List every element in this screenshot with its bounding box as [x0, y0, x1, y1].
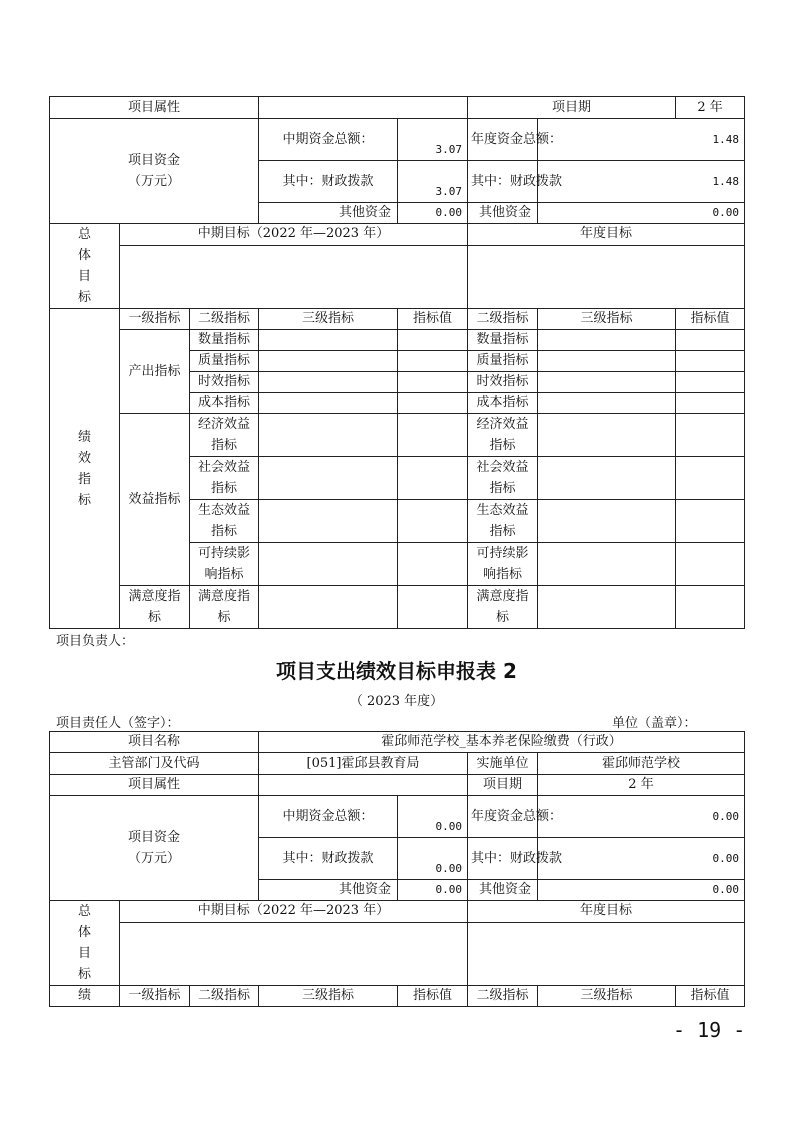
level1-header: 一级指标 — [120, 309, 190, 330]
perf-char-4: 标 — [77, 492, 91, 508]
cell — [259, 543, 398, 586]
annual-economic-line1: 经济效益 — [476, 417, 529, 432]
cell — [259, 457, 398, 500]
annual-fiscal-label-2: 其中：财政拨款 — [468, 838, 538, 880]
mid-goal-header-2: 中期目标（2022 年—2023 年） — [120, 901, 468, 923]
perf-char-2: 效 — [77, 450, 91, 466]
level2-header-2: 二级指标 — [190, 986, 259, 1007]
annual-fiscal-label: 其中：财政拨款 — [468, 161, 538, 203]
annual-timeliness-indicator: 时效指标 — [468, 372, 538, 393]
period-value-2: 2 年 — [538, 775, 745, 796]
annual-ecological-line2: 指标 — [489, 524, 516, 539]
annual-total-value-2: 0.00 — [538, 796, 745, 838]
satisfaction-level1 — [120, 586, 190, 629]
level2-header: 二级指标 — [190, 309, 259, 330]
attr-label-2: 项目属性 — [50, 775, 259, 796]
annual-sustainability-line1: 可持续影 — [476, 546, 529, 561]
social-line2: 指标 — [210, 481, 237, 496]
responsible-person-label: 项目责任人（签字）： — [56, 716, 180, 731]
goal-char-2: 体 — [77, 248, 91, 263]
cell — [538, 372, 676, 393]
cell — [676, 543, 745, 586]
cell — [259, 393, 398, 414]
annual-economic-indicator — [468, 414, 538, 457]
ecological-line1: 生态效益 — [197, 503, 250, 518]
cell — [398, 372, 468, 393]
cell — [538, 457, 676, 500]
annual-other-label: 其他资金 — [468, 203, 538, 224]
cell — [259, 330, 398, 351]
annual-satisfaction-line2: 标 — [495, 610, 509, 625]
performance-table-1 — [49, 96, 745, 629]
annual-cost-indicator: 成本指标 — [468, 393, 538, 414]
annual-quantity-indicator: 数量指标 — [468, 330, 538, 351]
annual-social-line1: 社会效益 — [476, 460, 529, 475]
cell — [259, 586, 398, 629]
goal2-char-4: 标 — [77, 967, 91, 982]
output-label: 产出指标 — [120, 330, 190, 414]
economic-line2: 指标 — [210, 438, 237, 453]
satisfaction-indicator — [190, 586, 259, 629]
annual-fiscal-value-2: 0.00 — [538, 838, 745, 880]
cell — [259, 500, 398, 543]
cell — [676, 372, 745, 393]
funds-label-line2: （万元） — [127, 174, 180, 189]
attr-label: 项目属性 — [50, 97, 259, 119]
satisfaction-l1-line2: 标 — [147, 610, 161, 625]
mid-total-label-2: 中期资金总额： — [259, 796, 398, 838]
perf-indicator-label-2: 绩 — [50, 986, 120, 1007]
cell — [538, 351, 676, 372]
project-name-label: 项目名称 — [50, 732, 259, 753]
annual-goal-header: 年度目标 — [468, 224, 745, 246]
perf-char-1: 绩 — [77, 429, 91, 445]
goal-char-3: 目 — [77, 269, 91, 284]
period-value: 2 年 — [676, 97, 745, 119]
form-title: 项目支出绩效目标申报表 2 — [276, 659, 517, 683]
annual-other-value: 0.00 — [538, 203, 745, 224]
annual-total-label: 年度资金总额： — [468, 119, 538, 161]
project-leader-label: 项目负责人： — [56, 634, 135, 649]
unit-seal-label: 单位（盖章）： — [612, 716, 697, 731]
page-number: - 19 - — [673, 1018, 746, 1042]
overall-goal-label — [50, 224, 120, 309]
mid-other-value-2: 0.00 — [398, 880, 468, 901]
period-label-2: 项目期 — [468, 775, 538, 796]
funds2-label-line2: （万元） — [127, 851, 180, 866]
annual-sustainability-indicator — [468, 543, 538, 586]
annual-value-header-2: 指标值 — [676, 986, 745, 1007]
funds2-label-line1: 项目资金 — [127, 830, 180, 845]
value-header-2: 指标值 — [398, 986, 468, 1007]
cell — [538, 330, 676, 351]
annual-social-line2: 指标 — [489, 481, 516, 496]
mid-fiscal-label: 其中：财政拨款 — [259, 161, 398, 203]
social-line1: 社会效益 — [197, 460, 250, 475]
cell — [398, 393, 468, 414]
cell — [398, 457, 468, 500]
annual-satisfaction-indicator — [468, 586, 538, 629]
mid-fiscal-label-2: 其中：财政拨款 — [259, 838, 398, 880]
goal2-char-3: 目 — [77, 946, 91, 961]
mid-other-value: 0.00 — [398, 203, 468, 224]
value-header: 指标值 — [398, 309, 468, 330]
ecological-indicator — [190, 500, 259, 543]
funds-label-2 — [50, 796, 259, 901]
cell — [538, 414, 676, 457]
cell — [259, 372, 398, 393]
annual-goal-header-2: 年度目标 — [468, 901, 745, 923]
annual-satisfaction-line1: 满意度指 — [476, 589, 529, 604]
cell — [398, 330, 468, 351]
cell — [398, 586, 468, 629]
mid-goal-content — [120, 245, 468, 309]
annual-level2-header-2: 二级指标 — [468, 986, 538, 1007]
cell — [538, 543, 676, 586]
mid-goal-header: 中期目标（2022 年—2023 年） — [120, 224, 468, 246]
satisfaction-l2-line2: 标 — [217, 610, 231, 625]
satisfaction-l1-line1: 满意度指 — [128, 589, 181, 604]
annual-economic-line2: 指标 — [489, 438, 516, 453]
cell — [398, 500, 468, 543]
cell — [676, 500, 745, 543]
performance-table-2 — [49, 731, 745, 1007]
mid-goal-content-2 — [120, 922, 468, 986]
cell — [538, 586, 676, 629]
goal-char-1: 总 — [77, 227, 91, 242]
cell — [538, 393, 676, 414]
cell — [676, 586, 745, 629]
cell — [676, 457, 745, 500]
level1-header-2: 一级指标 — [120, 986, 190, 1007]
timeliness-indicator: 时效指标 — [190, 372, 259, 393]
project-name-value: 霍邱师范学校_基本养老保险缴费（行政） — [259, 732, 745, 753]
dept-value: [051]霍邱县教育局 — [259, 753, 468, 775]
fiscal-year: （ 2023 年度） — [349, 694, 444, 709]
impl-label: 实施单位 — [468, 753, 538, 775]
annual-level3-header: 三级指标 — [538, 309, 676, 330]
cell — [676, 414, 745, 457]
mid-fiscal-value-2: 0.00 — [398, 838, 468, 880]
cell — [398, 543, 468, 586]
quantity-indicator: 数量指标 — [190, 330, 259, 351]
social-indicator — [190, 457, 259, 500]
satisfaction-l2-line1: 满意度指 — [197, 589, 250, 604]
cost-indicator: 成本指标 — [190, 393, 259, 414]
cell — [676, 330, 745, 351]
mid-fiscal-value: 3.07 — [398, 161, 468, 203]
sustainability-indicator — [190, 543, 259, 586]
economic-indicator — [190, 414, 259, 457]
perf-indicator-label — [50, 309, 120, 629]
goal2-char-1: 总 — [77, 904, 91, 919]
dept-label: 主管部门及代码 — [50, 753, 259, 775]
annual-fiscal-value: 1.48 — [538, 161, 745, 203]
goal2-char-2: 体 — [77, 925, 91, 940]
annual-ecological-line1: 生态效益 — [476, 503, 529, 518]
annual-other-label-2: 其他资金 — [468, 880, 538, 901]
annual-ecological-indicator — [468, 500, 538, 543]
annual-total-label-2: 年度资金总额： — [468, 796, 538, 838]
economic-line1: 经济效益 — [197, 417, 250, 432]
sustainability-line1: 可持续影 — [197, 546, 250, 561]
benefit-label: 效益指标 — [120, 414, 190, 586]
funds-label-line1: 项目资金 — [127, 153, 180, 168]
impl-value: 霍邱师范学校 — [538, 753, 745, 775]
annual-total-value: 1.48 — [538, 119, 745, 161]
cell — [398, 351, 468, 372]
cell — [676, 393, 745, 414]
annual-level3-header-2: 三级指标 — [538, 986, 676, 1007]
annual-social-indicator — [468, 457, 538, 500]
mid-total-value-2: 0.00 — [398, 796, 468, 838]
mid-total-value: 3.07 — [398, 119, 468, 161]
funds-label — [50, 119, 259, 224]
annual-value-header: 指标值 — [676, 309, 745, 330]
cell — [676, 351, 745, 372]
goal-char-4: 标 — [77, 290, 91, 305]
annual-quality-indicator: 质量指标 — [468, 351, 538, 372]
annual-goal-content — [468, 245, 745, 309]
cell — [259, 414, 398, 457]
attr-value-2 — [259, 775, 468, 796]
annual-goal-content-2 — [468, 922, 745, 986]
annual-sustainability-line2: 响指标 — [482, 567, 522, 582]
period-label: 项目期 — [468, 97, 676, 119]
level3-header: 三级指标 — [259, 309, 398, 330]
ecological-line2: 指标 — [210, 524, 237, 539]
cell — [398, 414, 468, 457]
annual-other-value-2: 0.00 — [538, 880, 745, 901]
mid-other-label-2: 其他资金 — [259, 880, 398, 901]
cell — [259, 351, 398, 372]
sustainability-line2: 响指标 — [204, 567, 244, 582]
cell — [538, 500, 676, 543]
level3-header-2: 三级指标 — [259, 986, 398, 1007]
attr-value — [259, 97, 468, 119]
overall-goal-label-2 — [50, 901, 120, 986]
perf-char-3: 指 — [77, 471, 91, 487]
mid-other-label: 其他资金 — [259, 203, 398, 224]
mid-total-label: 中期资金总额： — [259, 119, 398, 161]
annual-level2-header: 二级指标 — [468, 309, 538, 330]
quality-indicator: 质量指标 — [190, 351, 259, 372]
